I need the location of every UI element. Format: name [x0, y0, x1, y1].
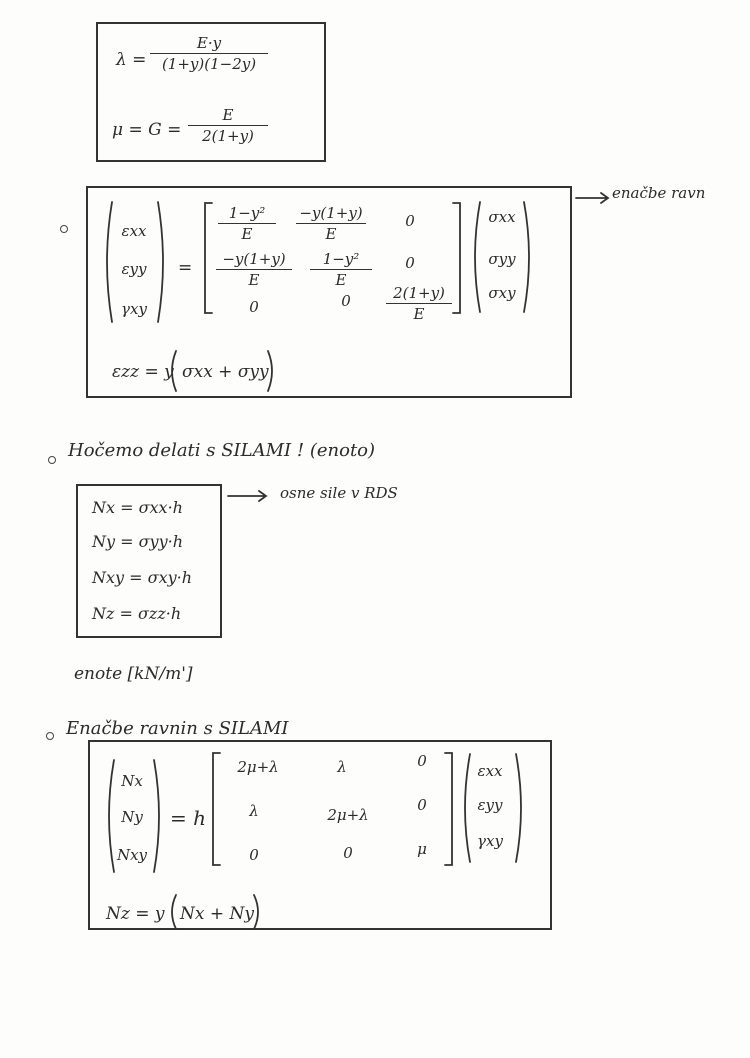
ezz-close-paren	[266, 350, 276, 392]
m21: $\frac{-y(1+y)}{E}$	[216, 250, 292, 289]
forces-heading: Hočemo delati s SILAMI ! (enoto)	[68, 440, 376, 461]
arrow-icon	[226, 488, 272, 504]
k21: λ	[249, 802, 259, 820]
equals-h: = h	[170, 806, 206, 830]
m32: 0	[341, 292, 351, 310]
k32: 0	[343, 844, 353, 862]
mu-fraction	[188, 106, 268, 145]
k11: 2μ+λ	[237, 758, 279, 776]
m23: 0	[405, 254, 415, 272]
right-vector-close-paren	[522, 200, 534, 314]
lambda-denominator: (1+y)(1−2y)	[161, 55, 257, 73]
strain-vector-b-xx: εxx	[477, 762, 503, 780]
lambda-lhs: λ =	[116, 50, 147, 70]
left-vector-open-paren	[102, 200, 114, 324]
strain-vector-xy: γxy	[121, 300, 147, 318]
nz-close-paren	[252, 894, 262, 930]
stress-vector-xx: σxx	[488, 208, 516, 226]
nz-rhs: Nx + Ny	[180, 904, 254, 924]
k13: 0	[417, 752, 427, 770]
stiffness-open-bracket	[212, 752, 222, 866]
m22: $\frac{\text{1−y²}}{E}$	[310, 250, 372, 289]
k12: λ	[337, 758, 347, 776]
m11: $\frac{\text{1−y²}}{E}$	[218, 204, 276, 243]
k23: 0	[417, 796, 427, 814]
force-ny: Ny = σyy·h	[92, 532, 184, 551]
right-vector-open-paren	[470, 200, 482, 314]
force-vector-close-paren	[152, 758, 164, 874]
arrow-note-2: osne sile v RDS	[280, 484, 398, 502]
left-vector-close-paren	[156, 200, 168, 324]
strain-vector-yy: εyy	[121, 260, 147, 278]
k31: 0	[249, 846, 259, 864]
matrix-close-bracket	[452, 202, 462, 314]
stress-vector-yy: σyy	[488, 250, 516, 268]
m33: $\frac{2(1+y)}{E}$	[386, 284, 452, 323]
m13: 0	[405, 212, 415, 230]
units-label: enote [kN/m']	[74, 664, 193, 684]
mu-numerator: E	[188, 106, 268, 126]
force-vector-nx: Nx	[121, 772, 143, 790]
force-nx: Nx = σxx·h	[92, 498, 183, 517]
mu-lhs: μ = G =	[112, 120, 182, 140]
lambda-fraction	[150, 34, 268, 73]
force-vector-ny: Ny	[121, 808, 143, 826]
strain-vector-xx: εxx	[121, 222, 147, 240]
force-equations-heading: Enačbe ravnin s SILAMI	[66, 718, 289, 739]
nz-open-paren	[168, 894, 178, 930]
force-nz: Nz = σzz·h	[92, 604, 182, 623]
k33: μ	[417, 840, 427, 858]
force-vector-nxy: Nxy	[116, 846, 148, 864]
arrow-note-1: enačbe ravn	[612, 184, 706, 202]
matrix-open-bracket	[204, 202, 214, 314]
equals-sign: =	[178, 258, 193, 278]
bullet-2	[48, 456, 56, 464]
strain-vector-b-xy: γxy	[477, 832, 503, 850]
k22: 2μ+λ	[327, 806, 369, 824]
arrow-icon	[574, 190, 614, 206]
ezz-rhs: σxx + σyy	[182, 362, 269, 382]
mu-denominator: 2(1+y)	[202, 127, 254, 145]
bullet-1	[60, 225, 68, 233]
nz-lhs: Nz = y	[106, 904, 165, 924]
lambda-numerator: E·y	[150, 34, 268, 54]
strain-vector-b-yy: εyy	[477, 796, 503, 814]
stiffness-close-bracket	[444, 752, 454, 866]
ezz-lhs: εzz = y	[112, 362, 174, 382]
bullet-3	[46, 732, 54, 740]
strain-vector-close-paren	[514, 752, 526, 864]
force-nxy: Nxy = σxy·h	[92, 568, 193, 587]
stress-vector-xy: σxy	[488, 284, 516, 302]
ezz-open-paren	[168, 350, 178, 392]
m31: 0	[249, 298, 259, 316]
m12: $\frac{-y(1+y)}{E}$	[296, 204, 366, 243]
